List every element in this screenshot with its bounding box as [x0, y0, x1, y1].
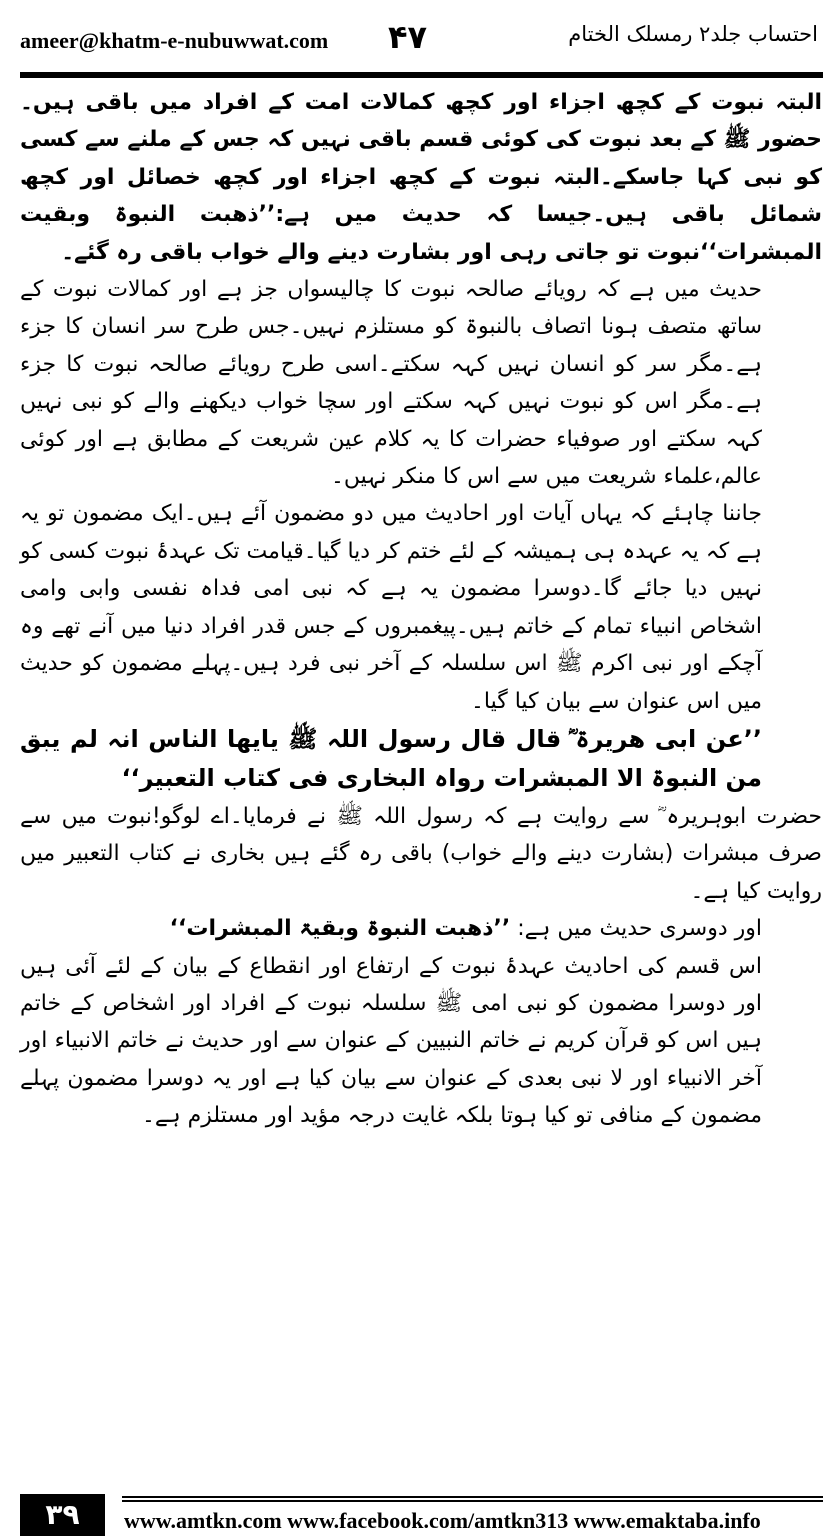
- closing-paragraph: اس قسم کی احادیث عہدۂ نبوت کے ارتفاع اور انقطاع کے بیان کے لئے آئی ہیں اور دوسرا مضمون کو نبی امی ﷺ سلسلہ نبوت کے افراد اور اشخاص کے خاتم ہیں اس کو قرآن کریم نے خاتم النبیین کے عنوان سے اور حدیث نے خاتم الانبیاء اور آخر الانبیاء اور لا نبی بعدی کے عنوان سے بیان کیا ہے اور یہ دوسرا مضمون پہلے مضمون کے منافی تو کیا ہوتا بلکہ غایت درجہ مؤید اور مستلزم ہے۔: [20, 953, 762, 1129]
- footer-rule-bottom: [122, 1500, 823, 1502]
- page-body: [20, 84, 822, 1135]
- second-hadith-text: ’’ذھبت النبوۃ وبقیۃ المبشرات‘‘: [169, 916, 511, 942]
- footer-website-links: www.amtkn.com www.facebook.com/amtkn313 www.emaktaba.info: [124, 1508, 761, 1533]
- footer-rule-top: [122, 1496, 823, 1498]
- header-page-number: ۴۷: [388, 18, 428, 56]
- header-rule: [20, 72, 823, 78]
- second-hadith-intro: اور دوسری حدیث میں ہے:: [517, 916, 762, 942]
- paragraph-2: حدیث میں ہے کہ رویائے صالحہ نبوت کا چالیسواں جز ہے اور کمالات نبوت کے ساتھ متصف ہونا اتصاف بالنبوۃ کو مستلزم نہیں۔جس طرح سر انسان کا جزء ہے۔مگر سر کو انسان نہیں کہہ سکتے۔اسی طرح رویائے صالحہ نبوت کا جزء ہے۔مگر اس کو نبوت نہیں کہہ سکتے اور سچا خواب دیکھنے والے کو نبی نہیں کہہ سکتے اور صوفیاء حضرات کا یہ کلام عین شریعت کے مطابق ہے اور کوئی عالم،علماء شریعت میں سے اس کا منکر نہیں۔: [20, 277, 762, 490]
- footer-page-number: ۳۹: [20, 1494, 105, 1536]
- header-book-title: احتساب جلد۲ رمسلک الختام: [568, 22, 818, 46]
- header-email: ameer@khatm-e-nubuwwat.com: [20, 28, 329, 53]
- hadith-arabic: ’’عن ابی ھریرۃ ؓ قال قال رسول اللہ ﷺ یایھا الناس انہ لم یبق من النبوۃ الا المبشرات رواہ البخاری فی کتاب التعبیر‘‘: [20, 724, 762, 792]
- second-hadith-line: [20, 910, 822, 947]
- paragraph-3: جاننا چاہئے کہ یہاں آیات اور احادیث میں دو مضمون آئے ہیں۔ایک مضمون تو یہ ہے کہ یہ عہدہ ہی ہمیشہ کے لئے ختم کر دیا گیا۔قیامت تک عہدۂ نبوت کسی کو نہیں دیا جائے گا۔دوسرا مضمون یہ ہے کہ نبی امی فداہ نفسی وابی وامی اشخاص انبیاء تمام کے خاتم ہیں۔پیغمبروں کے جس قدر افراد دنیا میں آنے تھے وہ آچکے اور نبی اکرم ﷺ اس سلسلہ کے آخر نبی فرد ہیں۔پہلے مضمون کو حدیث میں اس عنوان سے بیان کیا گیا۔: [20, 501, 762, 714]
- paragraph-1: البتہ نبوت کے کچھ اجزاء اور کچھ کمالات امت کے افراد میں باقی ہیں۔حضور ﷺ کے بعد نبوت کی کوئی قسم باقی نہیں کہ جس کے ملنے سے کسی کو نبی کہا جاسکے۔البتہ نبوت کے کچھ اجزاء اور کچھ خصائل اور کچھ شمائل باقی ہیں۔جیسا کہ حدیث میں ہے:’’ذھبت النبوۃ وبقیت المبشرات‘‘نبوت تو جاتی رہی اور بشارت دینے والے خواب باقی رہ گئے۔: [20, 90, 822, 265]
- hadith-translation: حضرت ابوہریرہ ؓ سے روایت ہے کہ رسول اللہ ﷺ نے فرمایا۔اے لوگو!نبوت میں سے صرف مبشرات (بشارت دینے والے خواب) باقی رہ گئے ہیں بخاری نے کتاب التعبیر میں روایت کیا ہے۔: [20, 803, 822, 904]
